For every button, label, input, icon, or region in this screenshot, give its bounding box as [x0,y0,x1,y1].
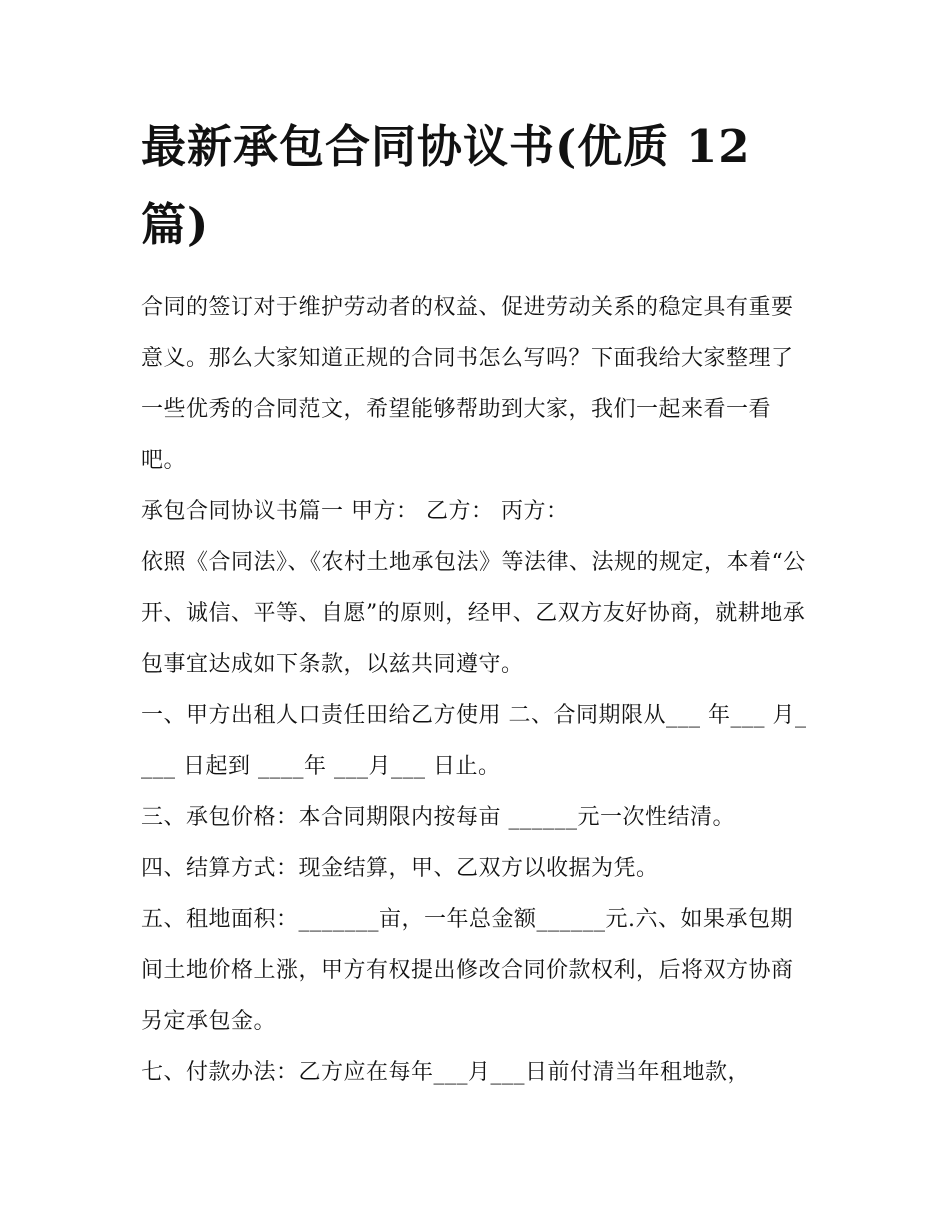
legal-basis-paragraph: 依照《合同法》、《农村土地承包法》等法律、法规的规定，本着“公开、诚信、平等、自愿”的原则，经甲、乙双方友好协商，就耕地承包事宜达成如下条款，以兹共同遵守。 [141,550,806,677]
clause-seven: 七、付款办法：乙方应在每年___月___日前付清当年租地款， [141,1060,751,1085]
document-page [141,108,813,1098]
document-title: 最新承包合同协议书(优质 12 篇) [141,120,751,251]
clause-five-six: 五、租地面积：_______亩，一年总金额______元.六、如果承包期间土地价格上涨，甲方有权提出修改合同价款权利，后将双方协商另定承包金。 [141,907,794,1034]
section-header-parties: 承包合同协议书篇一 甲方： 乙方： 丙方： [141,499,569,524]
clause-three: 三、承包价格：本合同期限内按每亩 ______元一次性结清。 [141,805,735,830]
clause-four: 四、结算方式：现金结算，甲、乙双方以收据为凭。 [141,856,659,881]
clause-one-two: 一、甲方出租人口责任田给乙方使用 二、合同期限从___ 年___ 月____ 日起到 ____年 ___月___ 日止。 [141,703,807,779]
intro-paragraph: 合同的签订对于维护劳动者的权益、促进劳动关系的稳定具有重要意义。那么大家知道正规的合同书怎么写吗？下面我给大家整理了一些优秀的合同范文，希望能够帮助到大家，我们一起来看一看吧。 [141,295,794,473]
